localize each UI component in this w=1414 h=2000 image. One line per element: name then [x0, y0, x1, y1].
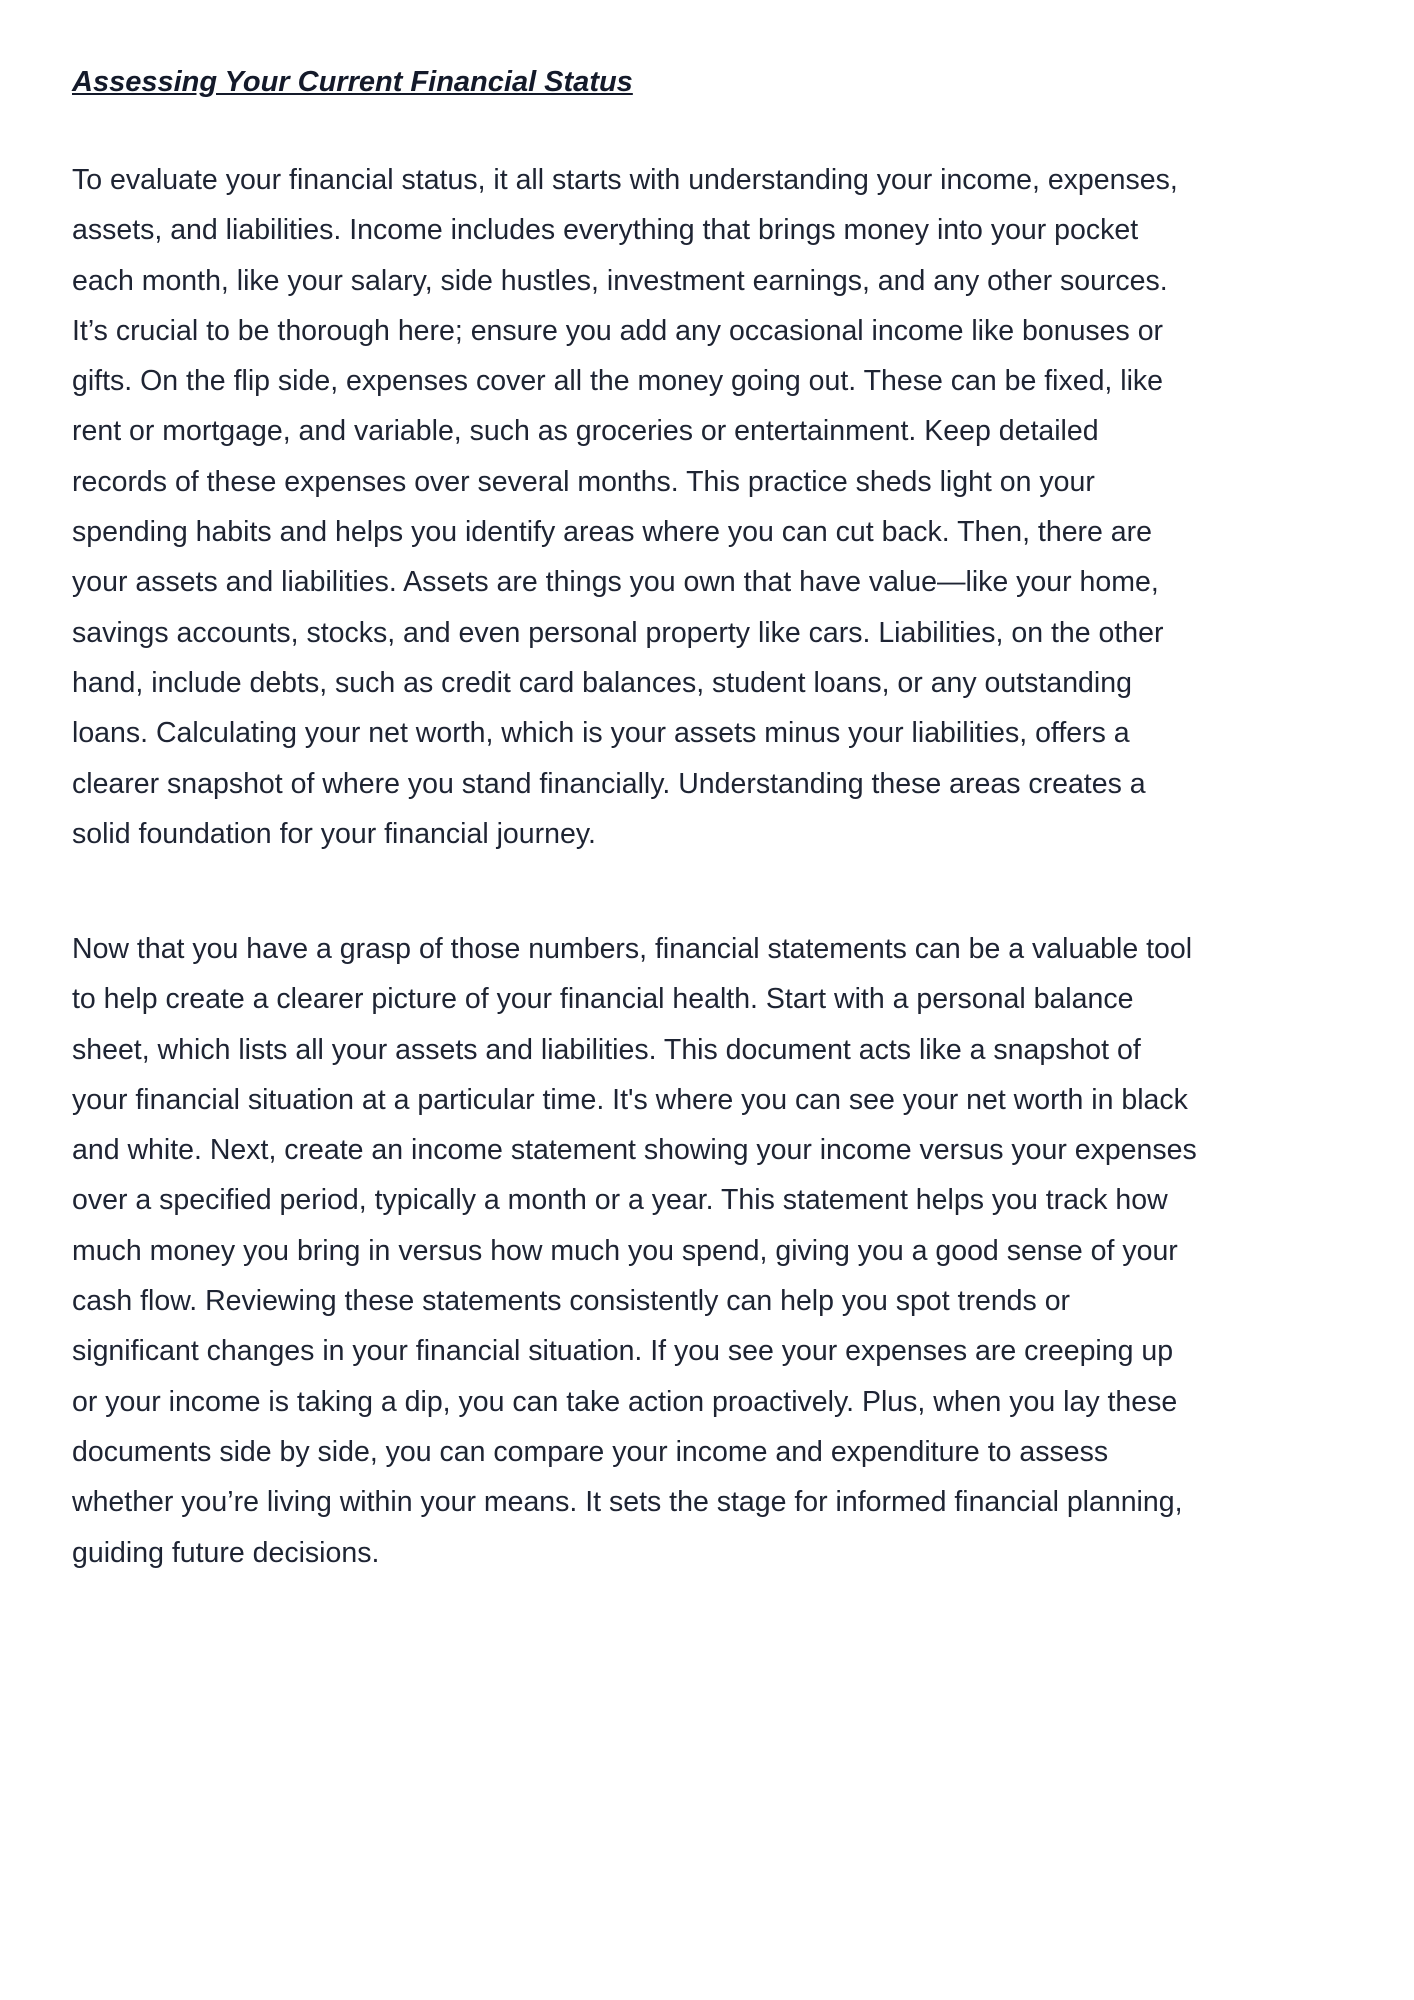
text-line: gifts. On the flip side, expenses cover all the money going out. These can be fixed, like: [72, 365, 1164, 398]
paragraph-financial-status: [72, 155, 1392, 859]
text-line: much money you bring in versus how much you spend, giving you a good sense of your: [72, 1234, 1178, 1267]
text-line: hand, include debts, such as credit card balances, student loans, or any outstanding: [72, 666, 1132, 699]
text-line: rent or mortgage, and variable, such as groceries or entertainment. Keep detailed: [72, 415, 1099, 448]
text-line: your assets and liabilities. Assets are things you own that have value—like your home,: [72, 566, 1159, 599]
text-line: over a specified period, typically a month or a year. This statement helps you track how: [72, 1184, 1168, 1217]
text-line: or your income is taking a dip, you can take action proactively. Plus, when you lay these: [72, 1385, 1178, 1418]
text-line: clearer snapshot of where you stand financially. Understanding these areas creates a: [72, 767, 1146, 800]
text-line: significant changes in your financial situation. If you see your expenses are creeping up: [72, 1335, 1174, 1368]
text-line: each month, like your salary, side hustles, investment earnings, and any other sources.: [72, 264, 1168, 297]
text-line: To evaluate your financial status, it all starts with understanding your income, expenses,: [72, 164, 1178, 196]
text-line: spending habits and helps you identify areas where you can cut back. Then, there are: [72, 516, 1152, 549]
text-line: to help create a clearer picture of your financial health. Start with a personal balance: [72, 983, 1134, 1016]
text-line: documents side by side, you can compare your income and expenditure to assess: [72, 1435, 1109, 1468]
text-line: It’s crucial to be thorough here; ensure you add any occasional income like bonuses or: [72, 314, 1164, 347]
text-line: sheet, which lists all your assets and liabilities. This document acts like a snapshot of: [72, 1033, 1141, 1066]
text-line: Now that you have a grasp of those numbers, financial statements can be a valuable tool: [72, 933, 1193, 965]
text-line: and white. Next, create an income statement showing your income versus your expenses: [72, 1134, 1197, 1167]
paragraph-financial-statements: [72, 924, 1392, 1578]
section-heading: Assessing Your Current Financial Status: [72, 66, 633, 98]
text-line: assets, and liabilities. Income includes everything that brings money into your pocket: [72, 214, 1139, 247]
text-line: cash flow. Reviewing these statements consistently can help you spot trends or: [72, 1285, 1071, 1318]
text-line: records of these expenses over several months. This practice sheds light on your: [72, 465, 1095, 498]
text-line: solid foundation for your financial journey.: [72, 817, 596, 850]
text-line: your financial situation at a particular time. It's where you can see your net worth in black: [72, 1083, 1188, 1116]
text-line: loans. Calculating your net worth, which is your assets minus your liabilities, offers a: [72, 717, 1130, 750]
text-line: savings accounts, stocks, and even personal property like cars. Liabilities, on the other: [72, 616, 1164, 649]
text-line: guiding future decisions.: [72, 1536, 380, 1569]
text-line: whether you’re living within your means. It sets the stage for informed financial planning,: [72, 1486, 1183, 1519]
